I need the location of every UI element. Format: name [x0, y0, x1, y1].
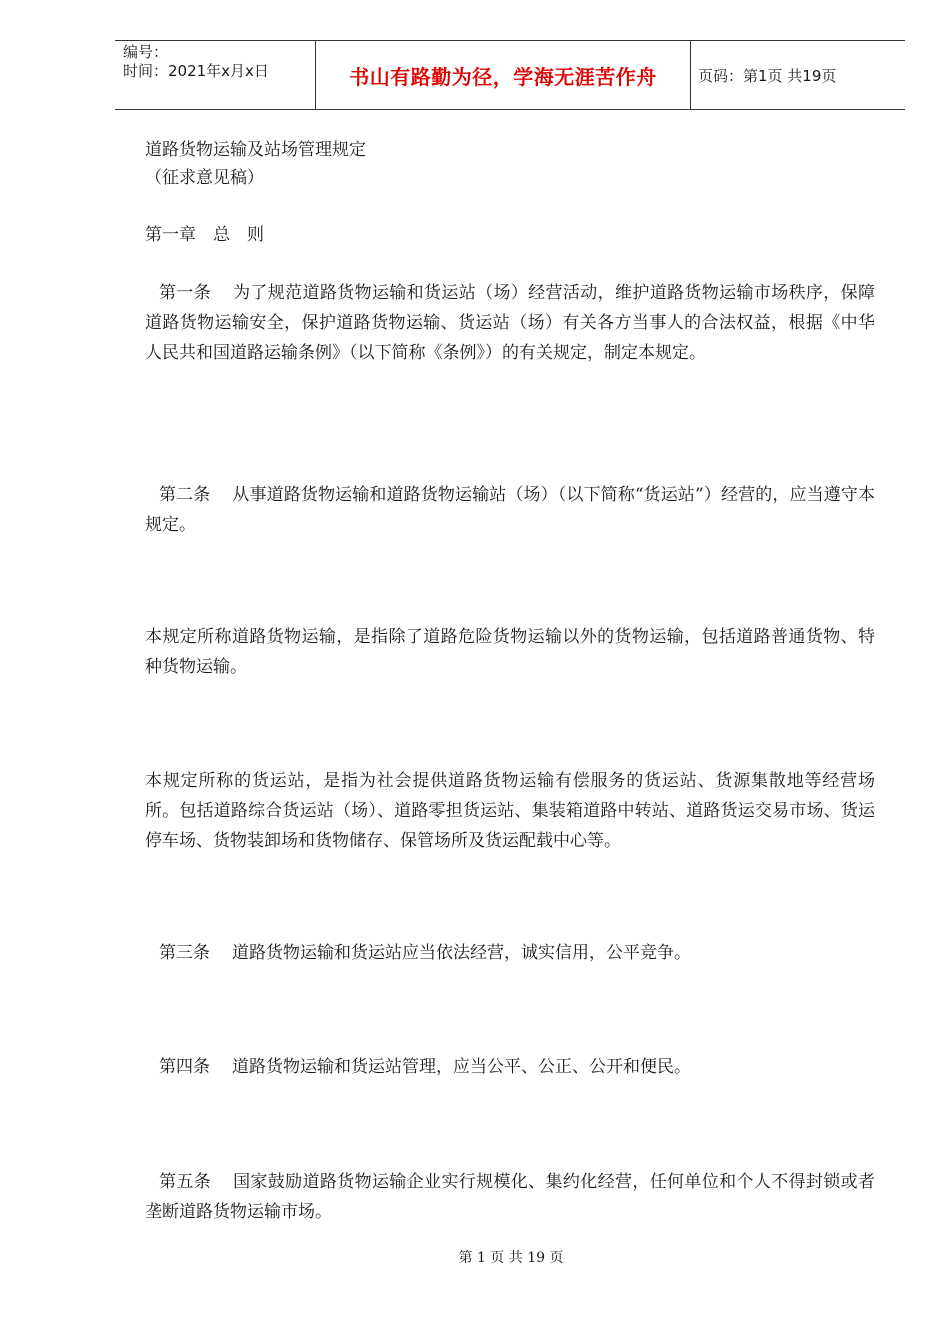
article-text: 为了规范道路货物运输和货运站（场）经营活动，维护道路货物运输市场秩序，保障道路货物运输安全，保护道路货物运输、货运站（场）有关各方当事人的合法权益，根据《中华人民共和国道路运输条例》（以下简称《条例》）的有关规定，制定本规定。: [145, 283, 875, 363]
article-text: 道路货物运输和货运站应当依法经营，诚实信用，公平竞争。: [232, 943, 691, 963]
article-text: 从事道路货物运输和道路货物运输站（场）（以下简称“货运站”）经营的，应当遵守本规定。: [145, 485, 875, 535]
header-motto-cell: [315, 41, 691, 109]
document-title: 道路货物运输及站场管理规定: [145, 140, 366, 160]
page-header: [115, 40, 905, 110]
article-text: 国家鼓励道路货物运输企业实行规模化、集约化经营，任何单位和个人不得封锁或者垄断道路货物运输市场。: [145, 1172, 875, 1222]
article-label: 第一条: [159, 283, 212, 303]
article-1: [145, 278, 875, 368]
header-meta: [123, 41, 315, 111]
paragraph-station-definition: [145, 766, 875, 856]
article-2: [145, 480, 875, 540]
paragraph-text: 本规定所称的货运站，是指为社会提供道路货物运输有偿服务的货运站、货源集散地等经营场所。包括道路综合货运站（场）、道路零担货运站、集装箱道路中转站、道路货运交易市场、货运停车场、货物装卸场和货物储存、保管场所及货运配载中心等。: [145, 771, 875, 851]
article-3: [145, 938, 875, 968]
article-4: [145, 1052, 875, 1082]
article-label: 第四条: [159, 1057, 210, 1077]
header-page-cell: [690, 41, 905, 109]
document-subtitle: （征求意见稿）: [145, 168, 264, 188]
header-page-info: 页码：第1页 共19页: [698, 66, 837, 85]
chapter-heading: 第一章 总 则: [145, 225, 264, 245]
paragraph-text: 本规定所称道路货物运输，是指除了道路危险货物运输以外的货物运输，包括道路普通货物、特种货物运输。: [145, 627, 875, 677]
document-number-label: 编号：: [123, 43, 169, 61]
footer-page-number: 第 1 页 共 19 页: [458, 1250, 564, 1266]
document-time-label: 时间：2021年x月x日: [123, 62, 269, 80]
paragraph-cargo-definition: [145, 622, 875, 682]
header-motto: 书山有路勤为径，学海无涯苦作舟: [349, 64, 657, 89]
article-label: 第三条: [159, 943, 210, 963]
page-footer: [0, 1247, 950, 1267]
article-label: 第二条: [159, 485, 211, 505]
article-text: 道路货物运输和货运站管理，应当公平、公正、公开和便民。: [232, 1057, 691, 1077]
article-label: 第五条: [159, 1172, 212, 1192]
article-5: [145, 1167, 875, 1227]
